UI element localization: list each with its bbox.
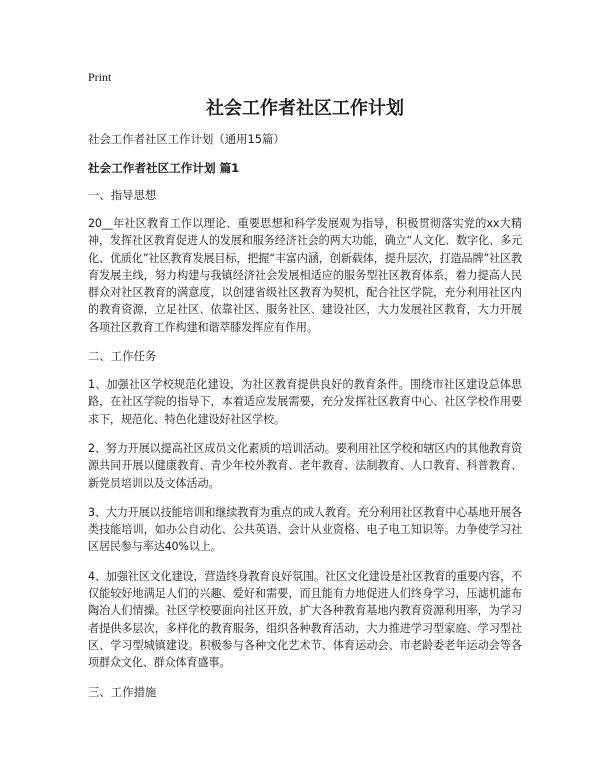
article-title: 社会工作者社区工作计划 篇1 — [88, 161, 240, 175]
section-heading-tasks: 二、工作任务 — [88, 349, 157, 364]
document-subtitle: 社会工作者社区工作计划（通用15篇） — [88, 132, 285, 146]
section-heading-measures: 三、工作措施 — [88, 684, 157, 699]
paragraph-guiding-ideology: 20__年社区教育工作以理论、重要思想和科学发展观为指导，积极贯彻落实党的xx大精神，发挥社区教育促进人的发展和服务经济社会的两大功能，确立“人文化、数字化、多元化、优质化”社区教育发展目标，把握“丰富内涵，创新载体，提升层次，打造品牌”社区教育发展主线，努力构建与我镇经济社会发展相适应的服务型社区教育体系，着力提高人民群众对社区教育的满意度，以创建省级社区教育为契机，配合社区学院，充分利用社区内的教育资源，立足社区、依靠社区、服务社区、建设社区，大力发展社区教育，大力开展各项社区教育工作构建和谐萃膝发挥应有作用。 — [88, 217, 522, 334]
page-title: 社会工作者社区工作计划 — [206, 98, 404, 119]
section-heading-guiding-ideology: 一、指导思想 — [88, 188, 157, 202]
paragraph-task-4: 4、加强社区文化建设，营造终身教育良好氛围。社区文化建设是社区教育的重要内容，不仅能较好地满足人们的兴趣、爱好和需要，而且能有力地促进人们终身学习，压滤机滤布陶冶人们情操。社区学校要面向社区开放，扩大各种教育基地内教育资源利用率，为学习者提供多层次，多样化的教育服务，组织各种教育活动，大力推进学习型家庭、学习型社区、学习型城镇建设。积极参与各种文化艺术节、体育运动会、市老龄委老年运动会等各项群众文化、群众体育盛事。 — [88, 569, 522, 670]
paragraph-task-2: 2、努力开展以提高社区成员文化素质的培训活动。要利用社区学校和辖区内的其他教育资源共同开展以健康教育、青少年校外教育、老年教育、法制教育、人口教育、科普教育、新党员培训以及文体活动。 — [88, 441, 522, 490]
paragraph-task-1: 1、加强社区学校规范化建设，为社区教育提供良好的教育条件。围绕市社区建设总体思路，在社区学院的指导下，本着适应发展需要，充分发挥社区教育中心、社区学校作用要求下，规范化、特色化建设好社区学校。 — [88, 378, 522, 426]
paragraph-task-3: 3、大力开展以技能培训和继续教育为重点的成人教育。充分利用社区教育中心基地开展各类技能培训，如办公自动化、公共英语、会计从业资格、电子电工知识等。力争使学习社区居民参与率达40%以上。 — [88, 505, 522, 554]
print-label: Print — [88, 70, 112, 84]
